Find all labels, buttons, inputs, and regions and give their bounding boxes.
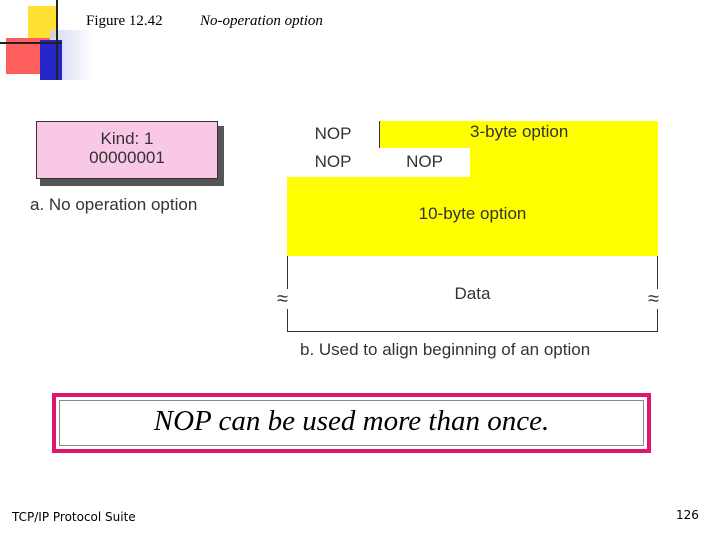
data-label: Data	[454, 284, 491, 303]
corner-decoration-blue	[40, 40, 62, 80]
figure-number: Figure 12.42	[86, 13, 163, 29]
three-byte-option-cell: 3-byte option	[380, 121, 658, 149]
kind-binary: 00000001	[89, 148, 165, 167]
options-area	[287, 121, 658, 256]
data-area	[287, 256, 658, 332]
footer-course-title: TCP/IP Protocol Suite	[12, 510, 136, 524]
nop-cell-3: NOP	[379, 148, 471, 178]
nop-cell-1: NOP	[287, 121, 380, 149]
page-number: 126	[676, 508, 699, 522]
nop-kind-box	[36, 121, 218, 179]
callout-text: NOP can be used more than once.	[153, 405, 550, 437]
caption-b: b. Used to align beginning of an option	[300, 340, 591, 359]
nop-cell-2: NOP	[287, 148, 380, 178]
corner-vertical-line	[56, 0, 58, 80]
corner-horizontal-line	[0, 42, 62, 44]
ten-byte-option-start	[470, 148, 658, 178]
figure-title: No-operation option	[200, 13, 323, 29]
break-mark-left: ≈	[277, 288, 288, 310]
caption-a: a. No operation option	[30, 195, 198, 214]
callout-box	[52, 393, 651, 453]
kind-label: Kind: 1	[100, 129, 154, 148]
ten-byte-option-cell: 10-byte option	[287, 177, 658, 256]
break-mark-right: ≈	[648, 288, 659, 310]
